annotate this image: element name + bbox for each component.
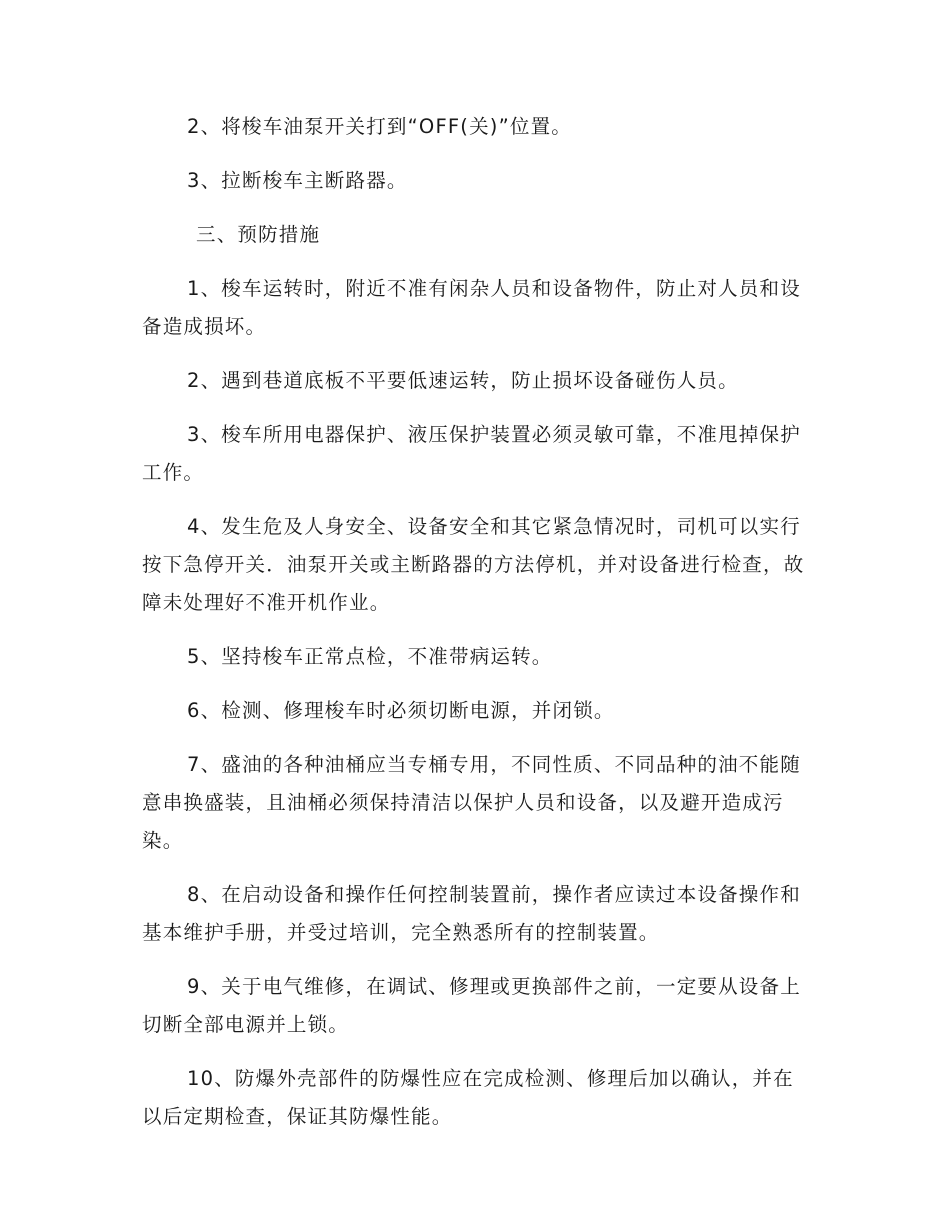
section-heading-preventive-measures: 三、预防措施: [196, 223, 321, 246]
document-body: [142, 108, 808, 1152]
paragraph-measure-6: 6、检测、修理梭车时必须切断电源，并闭锁。: [187, 699, 615, 722]
paragraph-measure-2: 2、遇到巷道底板不平要低速运转，防止损坏设备碰伤人员。: [187, 369, 739, 392]
paragraph-measure-8: 8、在启动设备和操作任何控制装置前，操作者应读过本设备操作和基本维护手册，并受过培训，完全熟悉所有的控制装置。: [142, 883, 801, 944]
paragraph-measure-1: 1、梭车运转时，附近不准有闲杂人员和设备物件，防止对人员和设备造成损坏。: [142, 277, 801, 338]
paragraph-measure-5: 5、坚持梭车正常点检，不准带病运转。: [187, 645, 553, 668]
paragraph-oil-pump-off: 2、将梭车油泵开关打到“OFF(关)”位置。: [187, 115, 573, 138]
paragraph-measure-7: 7、盛油的各种油桶应当专桶专用，不同性质、不同品种的油不能随意串换盛装，且油桶必须保持清洁以保护人员和设备，以及避开造成污染。: [142, 753, 801, 852]
paragraph-main-breaker: 3、拉断梭车主断路器。: [187, 169, 408, 192]
paragraph-measure-10: 10、防爆外壳部件的防爆性应在完成检测、修理后加以确认，并在以后定期检查，保证其防爆性能。: [142, 1067, 794, 1128]
paragraph-measure-9: 9、关于电气维修，在调试、修理或更换部件之前，一定要从设备上切断全部电源并上锁。: [142, 975, 801, 1036]
paragraph-measure-3: 3、梭车所用电器保护、液压保护装置必须灵敏可靠，不准甩掉保护工作。: [142, 423, 801, 484]
paragraph-measure-4: 4、发生危及人身安全、设备安全和其它紧急情况时，司机可以实行按下急停开关．油泵开关或主断路器的方法停机，并对设备进行检查，故障未处理好不准开机作业。: [142, 515, 805, 614]
